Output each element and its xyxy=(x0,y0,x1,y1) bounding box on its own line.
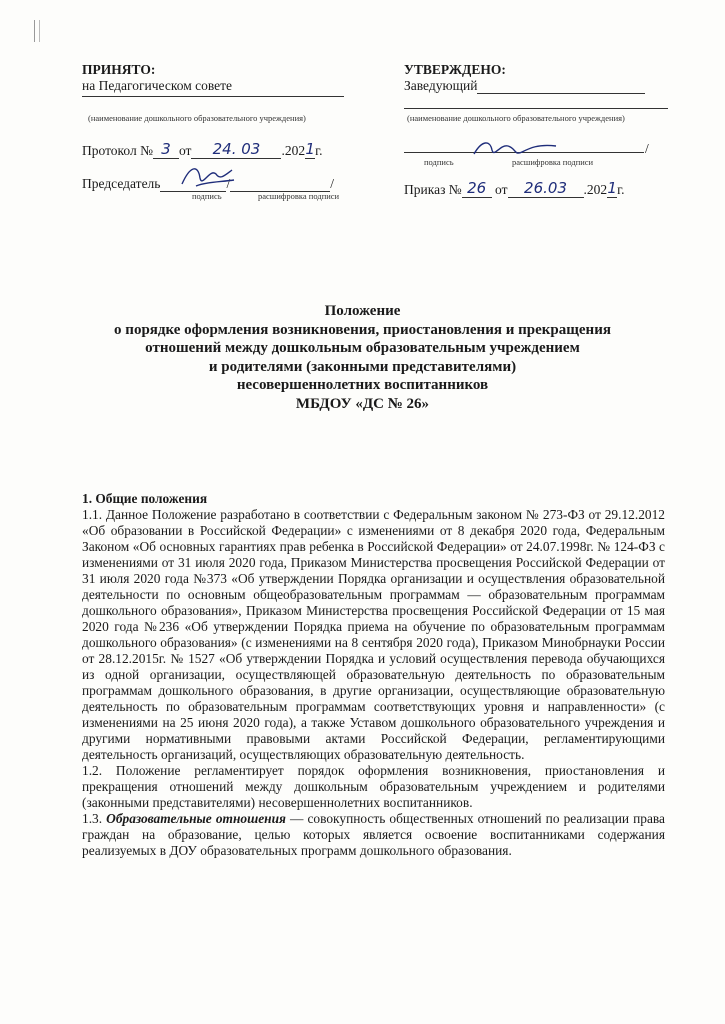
order-year-digit: 1 xyxy=(607,179,617,197)
order-date: 26.03 xyxy=(524,179,567,197)
paragraph-1-2: 1.2. Положение регламентирует порядок оформления возникновения, приостановления и прекращения отношений между дошкольным образовательным учреждением и родителями (законными представителями) несовершеннолетних воспитанников. xyxy=(82,763,665,810)
order-suffix: г. xyxy=(617,182,625,197)
chair-line: Председатель / / xyxy=(82,176,334,191)
chair-label: Председатель xyxy=(82,176,161,191)
approved-org-caption: (наименование дошкольного образовательного учреждения) xyxy=(407,113,625,123)
approved-position: Заведующий xyxy=(404,78,478,93)
paragraph-1-3-term: Образовательные отношения xyxy=(106,811,286,826)
order-number: 26 xyxy=(467,179,487,197)
protocol-number: 3 xyxy=(161,140,171,158)
accepted-heading: ПРИНЯТО: xyxy=(82,62,156,77)
protocol-suffix: г. xyxy=(315,143,323,158)
approved-caption-sign: подпись xyxy=(424,157,454,167)
title-line-5: несовершеннолетних воспитанников xyxy=(236,377,489,393)
protocol-from: от xyxy=(178,143,192,158)
paragraph-1-3-number: 1.3. xyxy=(82,811,103,826)
paragraph-1-3 xyxy=(82,811,665,859)
approved-heading: УТВЕРЖДЕНО: xyxy=(404,62,506,77)
chair-signature xyxy=(176,160,238,194)
protocol-line xyxy=(82,141,322,159)
paragraph-1-3-text: — совокупность общественных отношений по реализации права граждан на образование, целью которых является освоение воспитанниками содержания реализуемых в ДОУ образовательных программ дошкольного образования. xyxy=(82,811,665,858)
document-body xyxy=(82,491,665,859)
accepted-body: на Педагогическом совете xyxy=(82,78,233,93)
section-heading: 1. Общие положения xyxy=(82,491,208,506)
order-line xyxy=(404,180,625,198)
accepted-block xyxy=(82,62,352,94)
protocol-date: 24. 03 xyxy=(212,140,261,158)
approved-body xyxy=(404,78,674,94)
protocol-year-digit: 1 xyxy=(305,140,315,158)
document-page: ПРИНЯТО: на Педагогическом совете (наименование дошкольного образовательного учреждения) Протокол № 3 от 24. 03 .2021г. Председатель / / подпись расшифровка подписи УТВЕРЖДЕНО: Заведующий (наименование дошкольного образовательного учреждения) / подпись расшифровка подписи Приказ № 26 от 26.03 .2021г. Положение о порядке оформления возникновения, приостановления и прекращения отношений между дошкольным образовательным учреждением и родителями (законными представителями) несовершеннолетних воспитанников МБДОУ «ДС № 26» 1. Общие положения 1.1. Данное Положение разработано в соответствии с Федеральным законом № 273-ФЗ от 29.12.2012 «Об образовании в Российской Федерации» с изменениями от 8 декабря 2020 года, Федеральным Законом «Об основных гарантиях прав ребенка в Российской Федерации» от 24.07.1998г. № 124-ФЗ с изменениями от 31 июля 2020 года, Приказом Министерства просвещения Российской Федерации от 31 июля 2020 года №373 «Об утверждении Порядка организации и осуществления образовательной деятельности по основным общеобразовательным программам — образовательным программам дошкольного образования», Приказом Министерства просвещения Российской Федерации от 15 мая 2020 года №236 «Об утверждении Порядка приема на обучение по образовательным программам дошкольного образования» (с изменениями на 8 сентября 2020 года), Приказом Минобрнауки России от 28.12.2015г. № 1527 «Об утверждении Порядка и условий осуществления перевода обучающихся из одной организации, осуществляющей образовательную деятельность по образовательным программам дошкольного образования, в другие организации, осуществляющие образовательную деятельность по образовательным программам соответствующих уровня и направленности» (с изменениями на 25 июня 2020 года), а также Уставом дошкольного образовательного учреждения и другими нормативными правовыми актами Российской Федерации, регламентирующими деятельность организаций, осуществляющих образовательную деятельность. 1.2. Положение регламентирует порядок оформления возникновения, приостановления и прекращения отношений между дошкольным образовательным учреждением и родителями (законными представителями) несовершеннолетних воспитанников. 1.3. Образовательные отношения — совокупность общественных отношений по реализации права граждан на образование, целью которых является освоение воспитанниками содержания реализуемых в ДОУ образовательных программ дошкольного образования. xyxy=(0,0,725,1024)
order-year-prefix: .202 xyxy=(583,182,608,197)
protocol-prefix: Протокол № xyxy=(82,143,153,158)
approved-org-line xyxy=(404,108,668,109)
accepted-org-caption: (наименование дошкольного образовательного учреждения) xyxy=(88,113,306,123)
scan-mark xyxy=(34,20,40,42)
chair-caption-sign: подпись xyxy=(192,191,222,201)
paragraph-1-1: 1.1. Данное Положение разработано в соответствии с Федеральным законом № 273-ФЗ от 29.12.2012 «Об образовании в Российской Федерации» с изменениями от 8 декабря 2020 года, Федеральным Законом «Об основных гарантиях прав ребенка в Российской Федерации» от 24.07.1998г. № 124-ФЗ с изменениями от 31 июля 2020 года, Приказом Министерства просвещения Российской Федерации от 31 июля 2020 года №373 «Об утверждении Порядка организации и осуществления образовательной деятельности по основным общеобразовательным программам — образовательным программам дошкольного образования», Приказом Министерства просвещения Российской Федерации от 15 мая 2020 года №236 «Об утверждении Порядка приема на обучение по образовательным программам дошкольного образования» (с изменениями на 8 сентября 2020 года), Приказом Минобрнауки России от 28.12.2015г. № 1527 «Об утверждении Порядка и условий осуществления перевода обучающихся из одной организации, осуществляющей образовательную деятельность по образовательным программам дошкольного образования, в другие организации, осуществляющие образовательную деятельность по образовательным программам соответствующих уровня и направленности» (с изменениями на 25 июня 2020 года), а также Уставом дошкольного образовательного учреждения и другими нормативными правовыми актами Российской Федерации, регламентирующими деятельность организаций, осуществляющих образовательную деятельность. xyxy=(82,507,665,762)
document-title xyxy=(60,302,665,413)
approved-block xyxy=(404,62,674,94)
accepted-org-line xyxy=(82,96,344,97)
title-line-2: о порядке оформления возникновения, приостановления и прекращения xyxy=(114,321,611,338)
title-line-6: МБДОУ «ДС № 26» xyxy=(295,395,430,412)
title-line-4: и родителями (законными представителями) xyxy=(208,358,517,375)
order-from: от xyxy=(495,182,508,197)
chair-caption-decode: расшифровка подписи xyxy=(258,191,340,201)
order-prefix: Приказ № xyxy=(404,182,462,197)
title-line-3: отношений между дошкольным образовательным учреждением xyxy=(145,340,580,356)
approved-caption-decode: расшифровка подписи xyxy=(512,157,594,167)
protocol-year-prefix: .202 xyxy=(281,143,306,158)
title-line-1: Положение xyxy=(324,303,401,319)
